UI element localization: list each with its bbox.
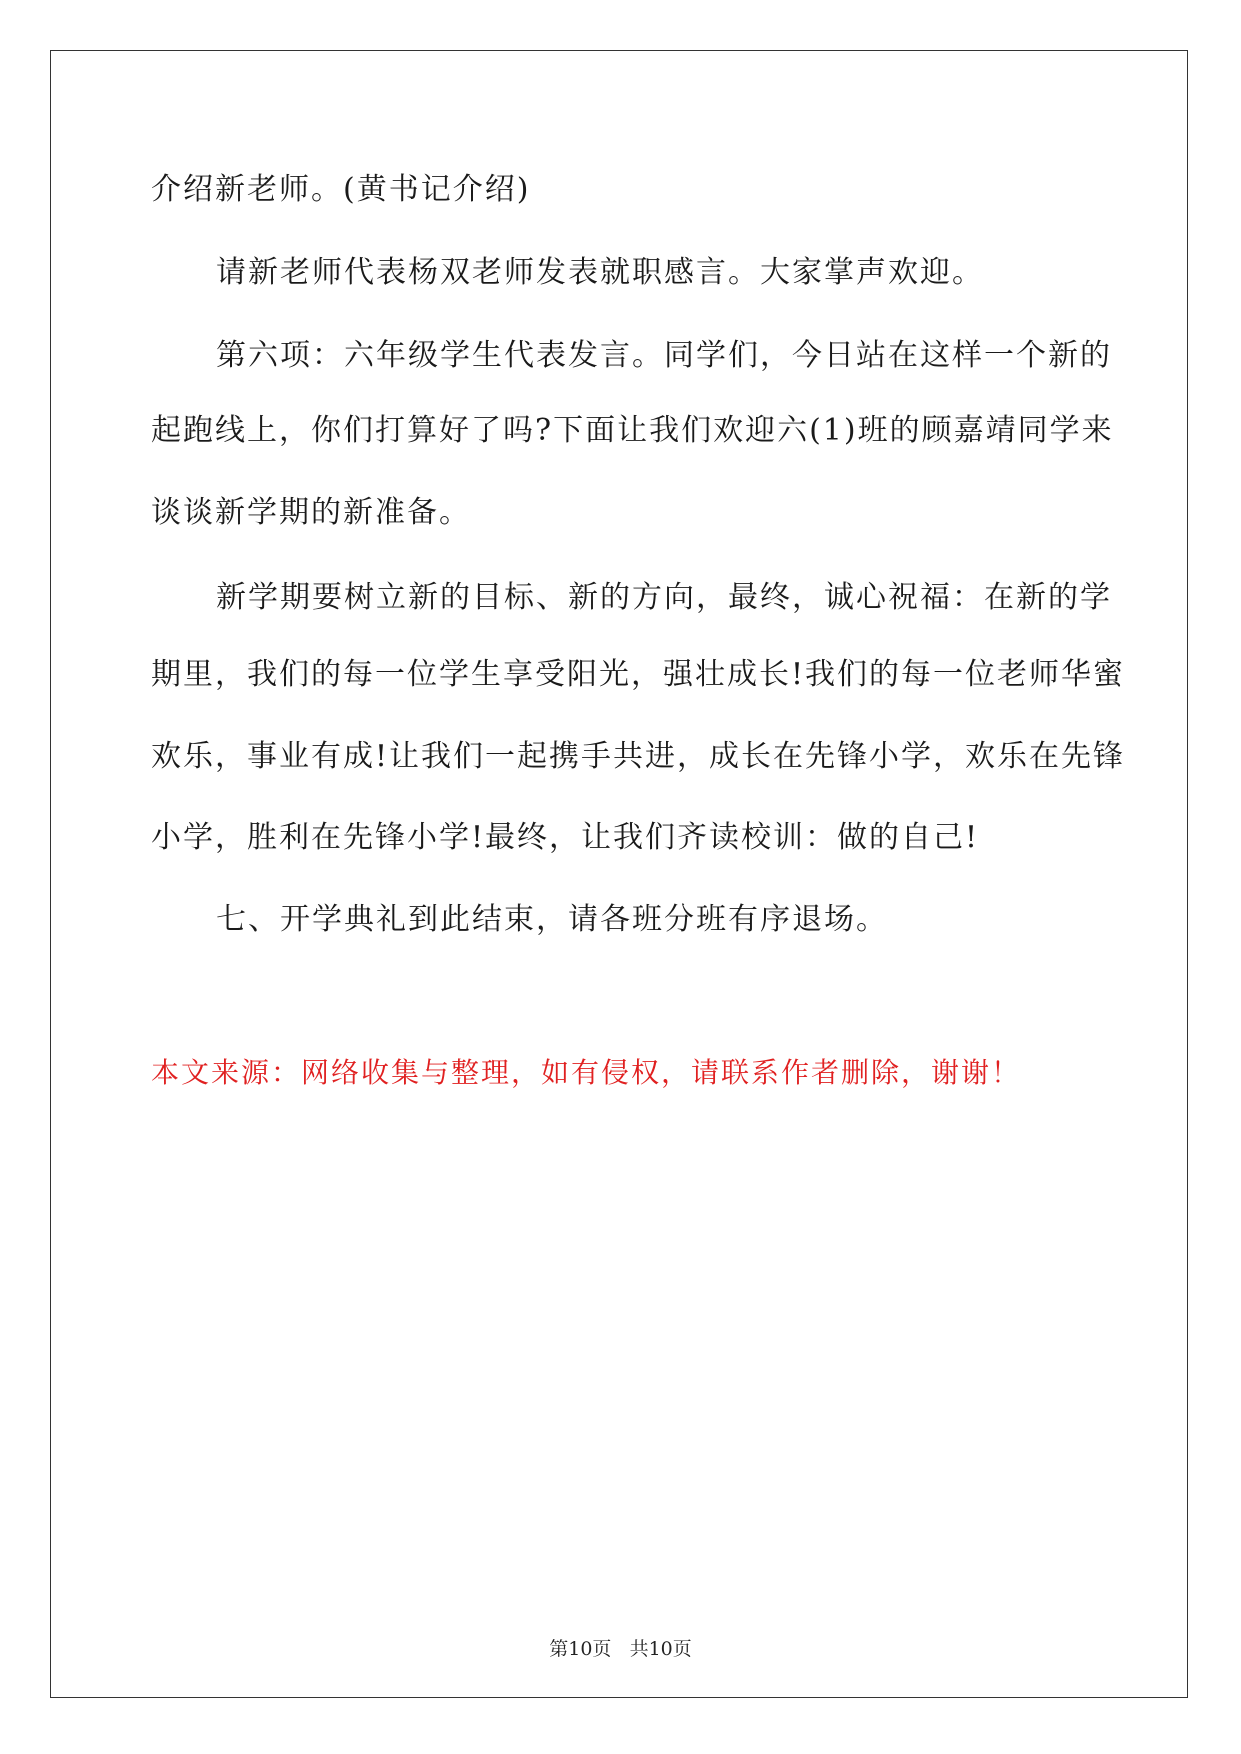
paragraph-line: 第六项：六年级学生代表发言。同学们，今日站在这样一个新的 (216, 338, 1112, 373)
page-footer (0, 1636, 1241, 1662)
paragraph-line: 小学，胜利在先锋小学!最终，让我们齐读校训：做的自己! (151, 820, 980, 855)
paragraph-line: 新学期要树立新的目标、新的方向，最终，诚心祝福：在新的学 (216, 580, 1112, 615)
total-pages-label: 共10页 (629, 1638, 692, 1660)
source-note: 本文来源：网络收集与整理，如有侵权，请联系作者删除，谢谢！ (151, 1056, 1022, 1089)
paragraph-line: 欢乐，事业有成!让我们一起携手共进，成长在先锋小学，欢乐在先锋 (151, 739, 1126, 774)
current-page-label: 第10页 (549, 1638, 612, 1660)
paragraph-line: 介绍新老师。(黄书记介绍) (151, 172, 531, 207)
page-border (50, 50, 1188, 1698)
paragraph-line: 请新老师代表杨双老师发表就职感言。大家掌声欢迎。 (216, 255, 984, 290)
paragraph-line: 七、开学典礼到此结束，请各班分班有序退场。 (216, 902, 888, 937)
paragraph-line: 起跑线上，你们打算好了吗?下面让我们欢迎六(1)班的顾嘉靖同学来 (151, 413, 1114, 448)
paragraph-line: 谈谈新学期的新准备。 (151, 495, 471, 530)
paragraph-line: 期里，我们的每一位学生享受阳光，强壮成长!我们的每一位老师华蜜 (151, 657, 1126, 692)
